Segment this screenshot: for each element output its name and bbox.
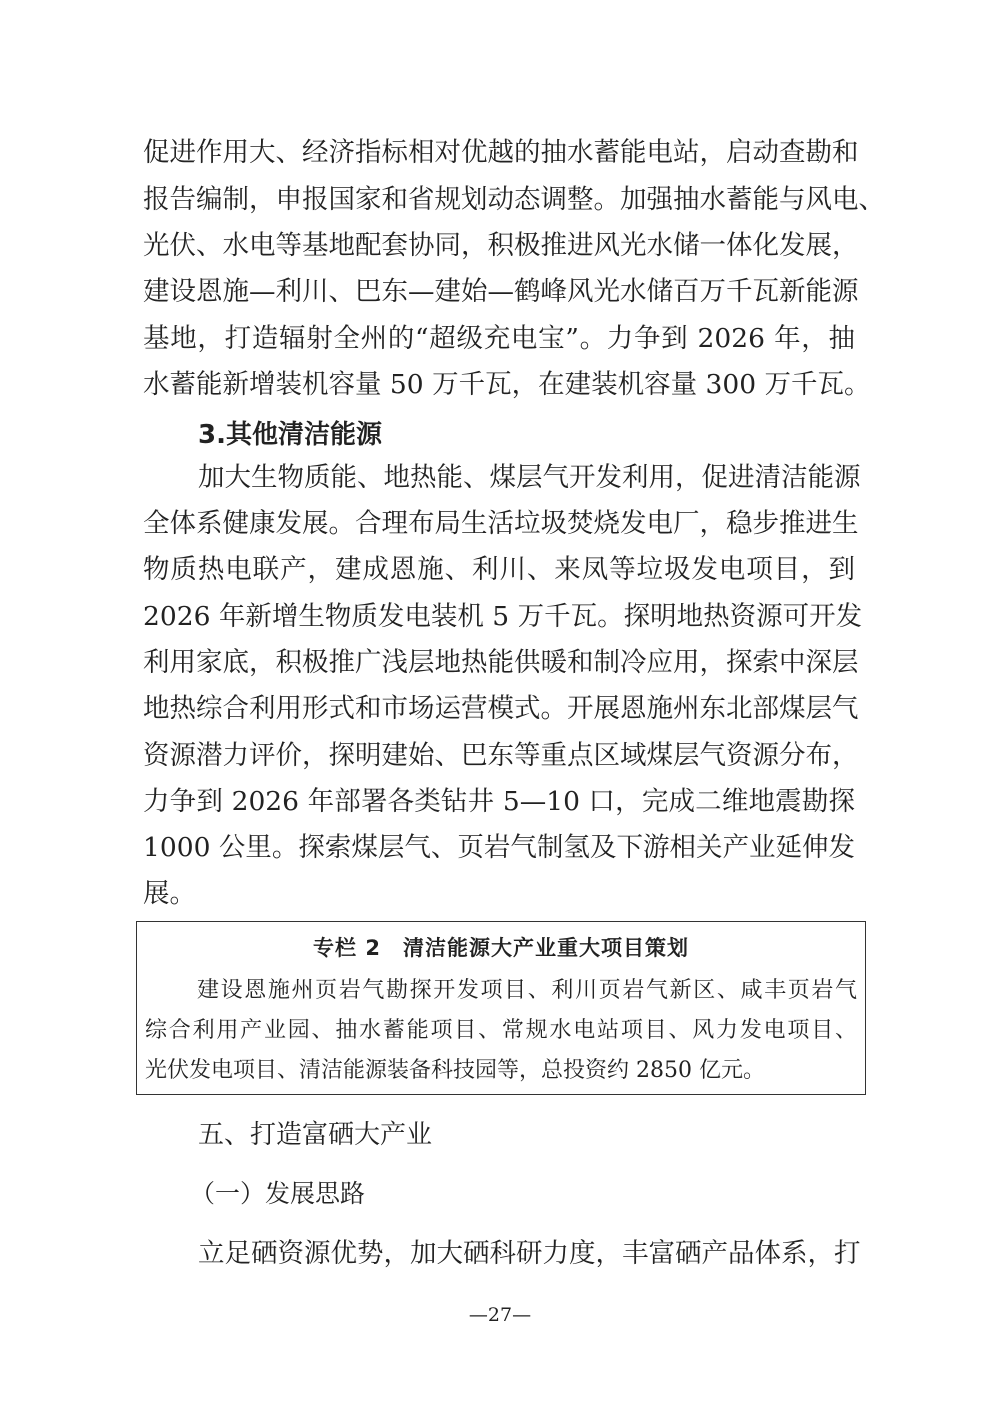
text-line: 水蓄能新增装机容量 50 万千瓦，在建装机容量 300 万千瓦。	[143, 369, 871, 400]
text-line: 促进作用大、经济指标相对优越的抽水蓄能电站，启动查勘和	[143, 137, 859, 168]
section-heading-other-clean-energy: 3.其他清洁能源	[198, 420, 382, 450]
text-line: 基地，打造辐射全州的“超级充电宝”。力争到 2026 年，抽	[143, 323, 855, 354]
text-line: 全体系健康发展。合理布局生活垃圾焚烧发电厂，稳步推进生	[143, 508, 859, 539]
subsection-heading-development-ideas: （一）发展思路	[190, 1179, 366, 1208]
text-line: 光伏、水电等基地配套协同，积极推进风光水储一体化发展，	[143, 230, 859, 261]
text-line: 立足硒资源优势，加大硒科研力度，丰富硒产品体系，打	[198, 1238, 861, 1269]
chapter-heading-selenium-industry: 五、打造富硒大产业	[198, 1120, 433, 1150]
box-text-line: 建设恩施州页岩气勘探开发项目、利川页岩气新区、咸丰页岩气	[197, 978, 857, 1003]
project-column-box	[136, 921, 866, 1095]
page-number: —27—	[468, 1304, 532, 1326]
text-line: 报告编制，申报国家和省规划动态调整。加强抽水蓄能与风电、	[143, 184, 885, 215]
text-line: 展。	[143, 878, 196, 909]
text-line: 加大生物质能、地热能、煤层气开发利用，促进清洁能源	[198, 462, 861, 493]
text-line: 2026 年新增生物质发电装机 5 万千瓦。探明地热资源可开发	[143, 601, 863, 632]
box-title: 专栏 2 清洁能源大产业重大项目策划	[313, 936, 689, 960]
text-line: 力争到 2026 年部署各类钻井 5—10 口，完成二维地震勘探	[143, 786, 855, 817]
text-line: 1000 公里。探索煤层气、页岩气制氢及下游相关产业延伸发	[143, 832, 855, 863]
text-line: 利用家底，积极推广浅层地热能供暖和制冷应用，探索中深层	[143, 647, 859, 678]
text-line: 建设恩施—利川、巴东—建始—鹤峰风光水储百万千瓦新能源	[143, 276, 859, 307]
text-line: 地热综合利用形式和市场运营模式。开展恩施州东北部煤层气	[143, 693, 859, 724]
text-line: 资源潜力评价，探明建始、巴东等重点区域煤层气资源分布，	[143, 740, 859, 771]
box-text-line: 光伏发电项目、清洁能源装备科技园等，总投资约 2850 亿元。	[145, 1058, 765, 1083]
box-text-line: 综合利用产业园、抽水蓄能项目、常规水电站项目、风力发电项目、	[145, 1018, 857, 1043]
text-line: 物质热电联产，建成恩施、利川、来凤等垃圾发电项目，到	[143, 554, 855, 585]
